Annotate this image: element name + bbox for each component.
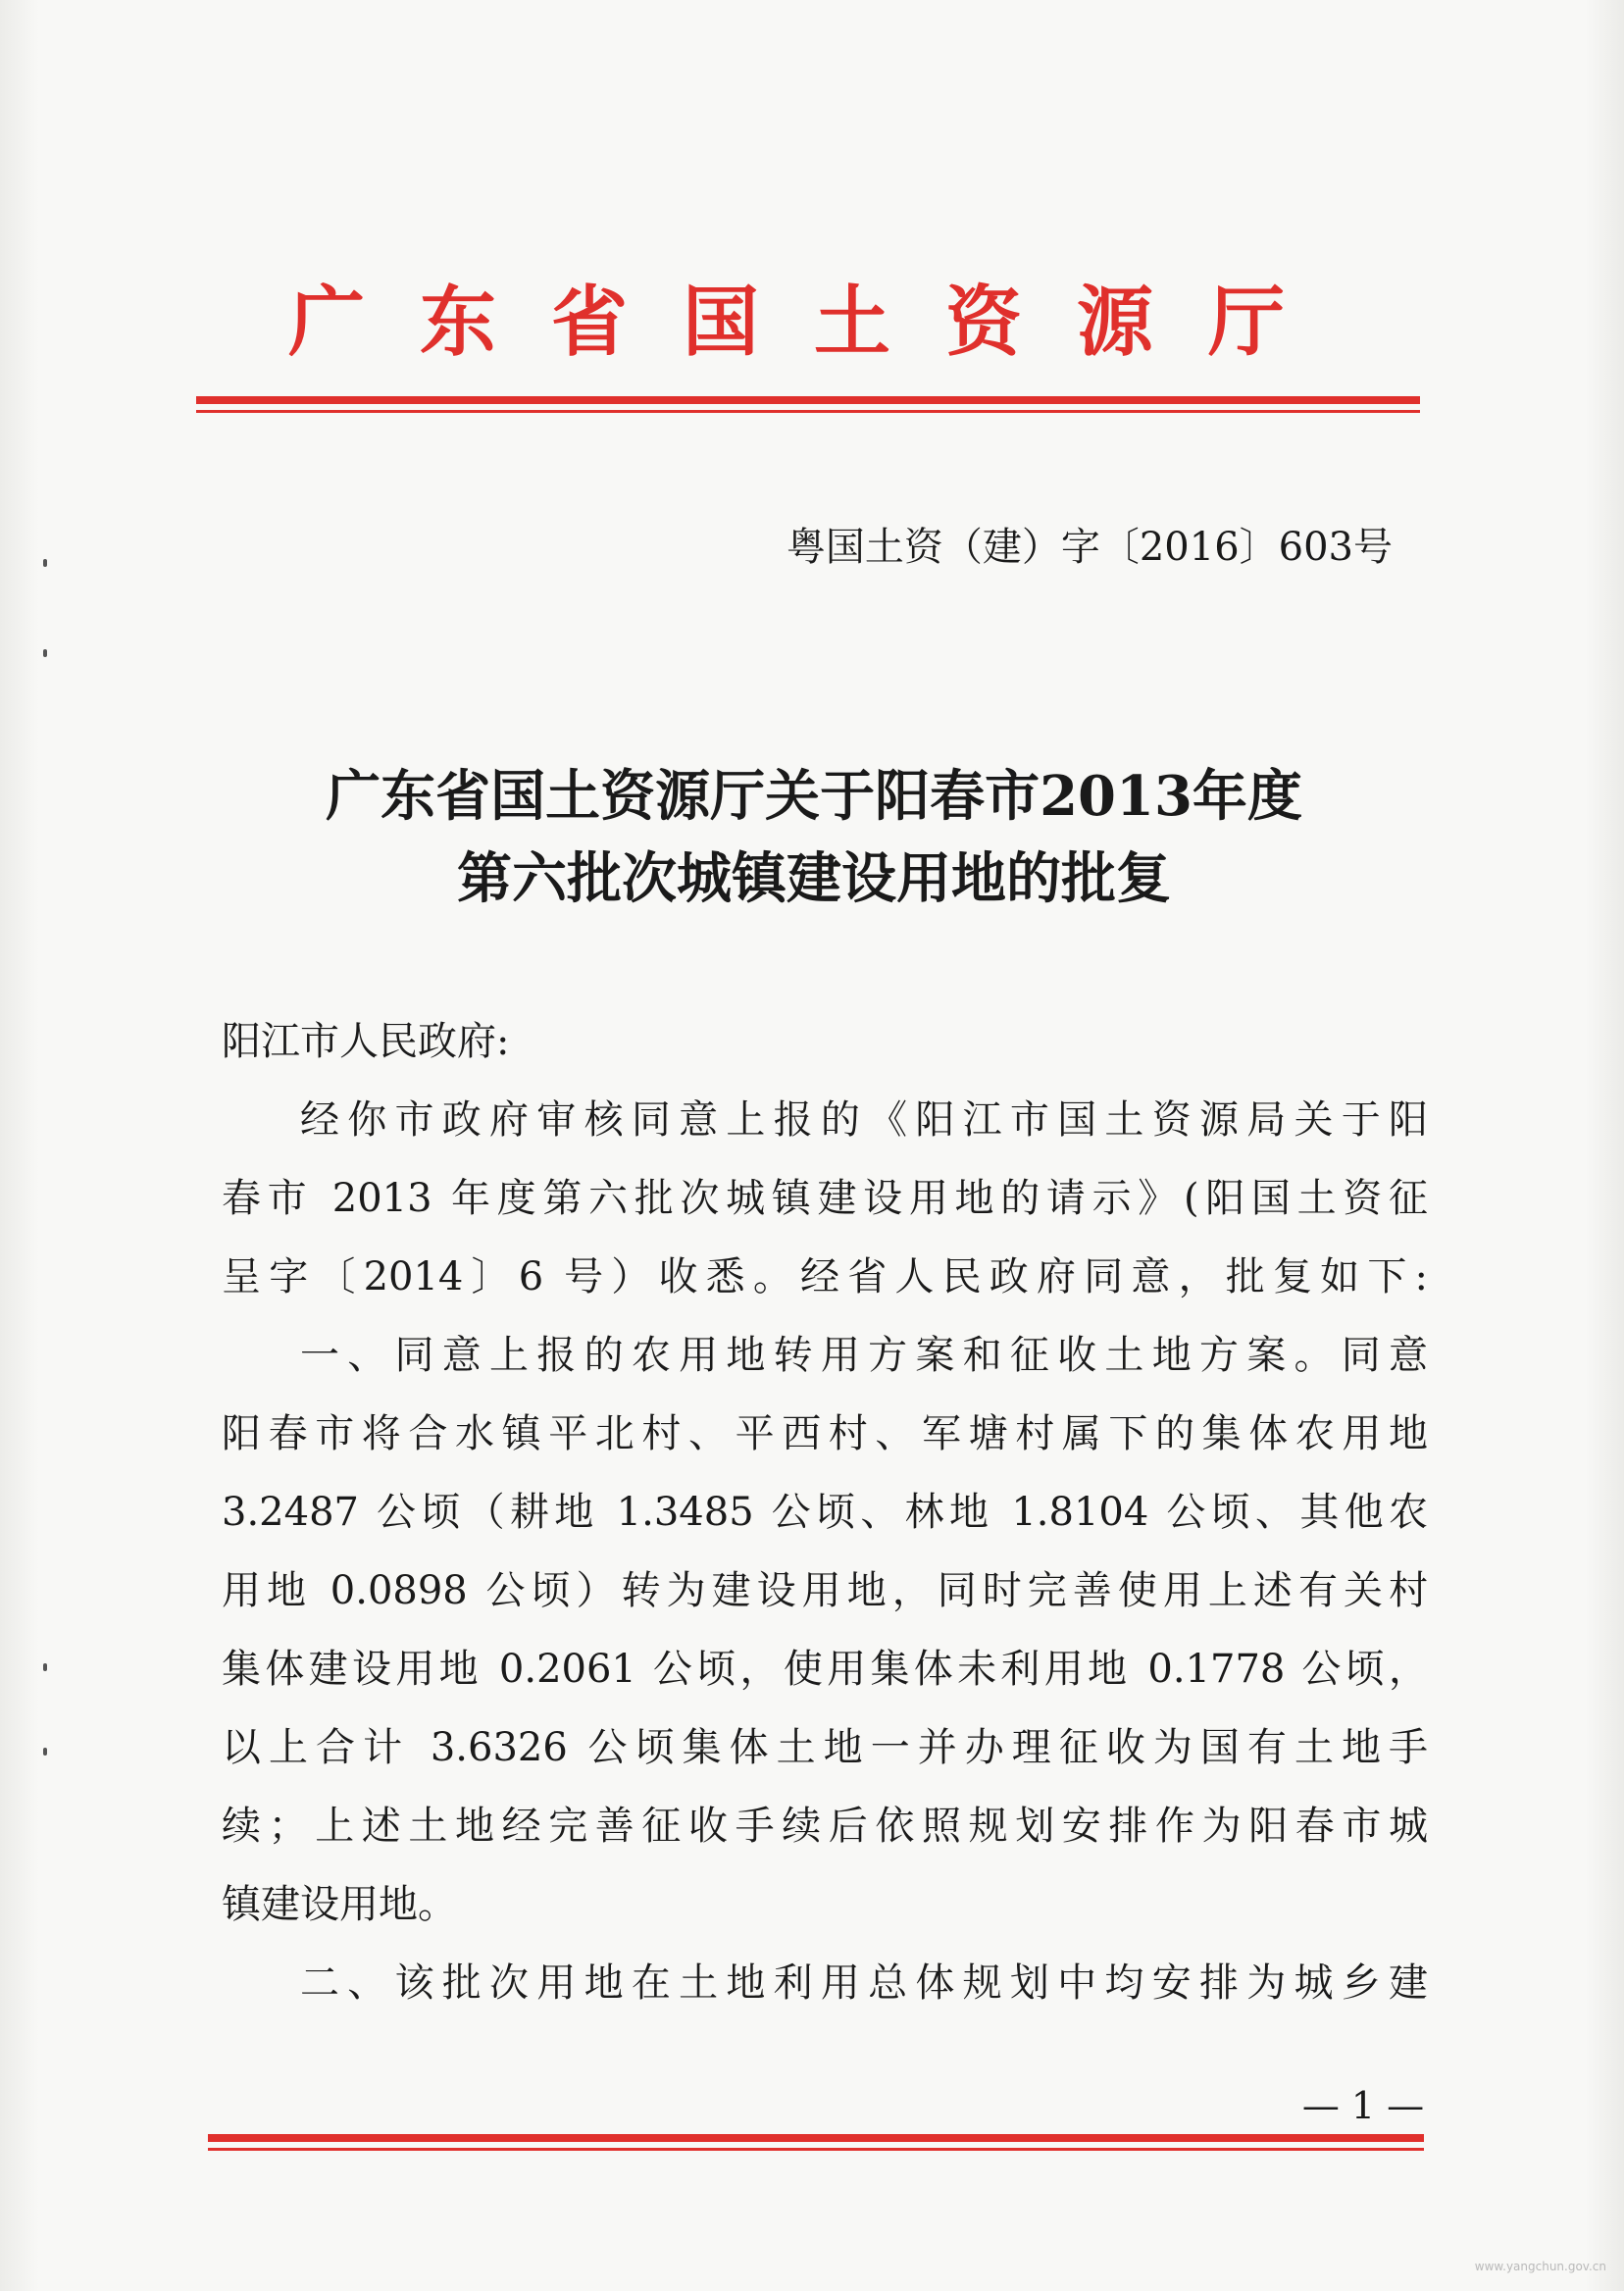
body-line: 用地 0.0898 公顷）转为建设用地，同时完善使用上述有关村 [222, 1568, 1428, 1613]
binding-hole-mark [43, 649, 47, 657]
footer-rule-thick [208, 2134, 1424, 2142]
letterhead-rule-thin [196, 410, 1420, 413]
footer-rule-thin [208, 2148, 1424, 2151]
document-title-line-2: 第六批次城镇建设用地的批复 [457, 846, 1171, 911]
body-line: 3.2487 公顷（耕地 1.3485 公顷、林地 1.8104 公顷、其他农 [222, 1490, 1428, 1535]
document-title-line-1: 广东省国土资源厅关于阳春市2013年度 [326, 764, 1302, 829]
binding-hole-mark [43, 1748, 47, 1756]
body-line: 春市 2013 年度第六批次城镇建设用地的请示》(阳国土资征 [222, 1176, 1428, 1221]
body-line: 集体建设用地 0.2061 公顷，使用集体未利用地 0.1778 公顷， [222, 1647, 1428, 1692]
body-line: 以上合计 3.6326 公顷集体土地一并办理征收为国有土地手 [222, 1725, 1428, 1770]
letterhead-rule-thick [196, 396, 1420, 404]
addressee: 阳江市人民政府: [222, 1019, 510, 1064]
body-line: 呈字〔2014〕6 号）收悉。经省人民政府同意，批复如下: [222, 1254, 1428, 1299]
site-watermark: www.yangchun.gov.cn [1474, 2260, 1606, 2273]
body-line: 一、同意上报的农用地转用方案和征收土地方案。同意 [300, 1333, 1428, 1378]
document-number: 粤国土资（建）字〔2016〕603号 [786, 525, 1393, 570]
body-line: 镇建设用地。 [222, 1882, 457, 1927]
body-line: 二、该批次用地在土地利用总体规划中均安排为城乡建 [300, 1960, 1428, 2006]
binding-hole-mark [43, 1663, 47, 1671]
page-number: — 1 — [1301, 2084, 1425, 2127]
body-line: 续；上述土地经完善征收手续后依照规划安排作为阳春市城 [222, 1804, 1428, 1849]
letterhead-title: 广东省国土资源厅 [287, 279, 1340, 367]
body-line: 经你市政府审核同意上报的《阳江市国土资源局关于阳 [300, 1097, 1428, 1143]
body-line: 阳春市将合水镇平北村、平西村、军塘村属下的集体农用地 [222, 1411, 1428, 1456]
binding-hole-mark [43, 559, 47, 567]
